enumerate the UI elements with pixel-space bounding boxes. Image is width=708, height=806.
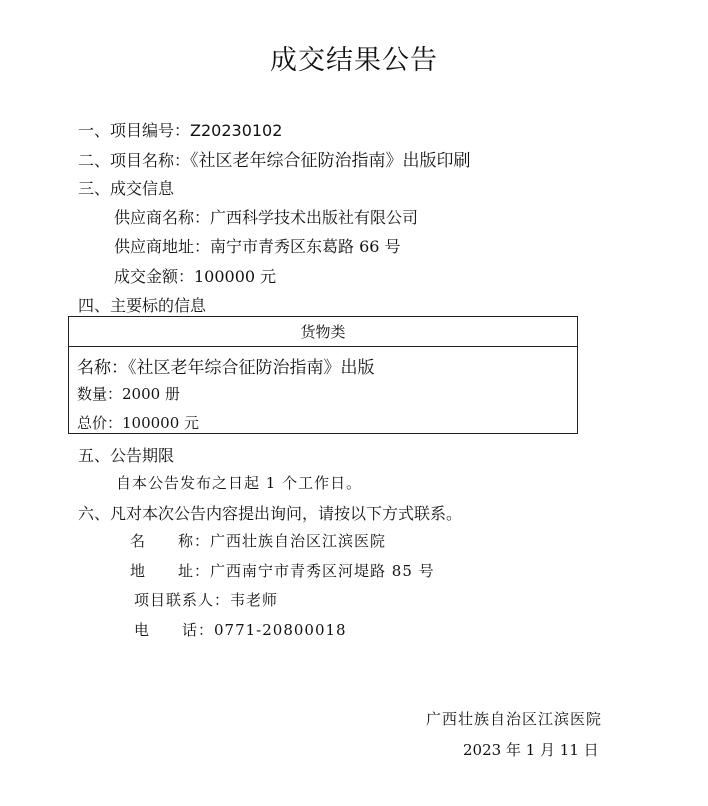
contact-name: 名 称：广西壮族自治区江滨医院	[130, 532, 387, 550]
section-deal-info: 三、成交信息	[78, 179, 175, 198]
table-row-total: 总价：100000 元	[77, 414, 200, 432]
section-label: 二、项目名称：	[78, 151, 191, 170]
contact-address: 地 址：广西南宁市青秀区河堤路 85 号	[130, 562, 435, 580]
table-header: 货物类	[69, 317, 577, 347]
subject-table	[68, 316, 578, 434]
table-row-quantity: 数量：2000 册	[77, 385, 180, 403]
project-number-value: Z20230102	[190, 121, 283, 140]
supplier-address: 供应商地址：南宁市青秀区东葛路 66 号	[114, 237, 401, 256]
page-title: 成交结果公告	[270, 45, 438, 76]
contact-phone: 电 话：0771-20800018	[134, 621, 347, 639]
contact-person: 项目联系人：韦老师	[134, 591, 279, 609]
section-notice-period: 五、公告期限	[78, 446, 175, 465]
signature-date: 2023 年 1 月 11 日	[463, 741, 599, 759]
signature-org: 广西壮族自治区江滨医院	[426, 710, 603, 728]
project-name-value: 《社区老年综合征防治指南》出版印刷	[190, 151, 471, 171]
section-label: 一、项目编号：	[78, 121, 191, 140]
section-contact: 六、凡对本次公告内容提出询问，请按以下方式联系。	[78, 504, 463, 523]
section-project-number	[78, 118, 282, 141]
section-main-subject: 四、主要标的信息	[78, 296, 207, 315]
deal-amount: 成交金额：100000 元	[114, 267, 277, 286]
section-project-name	[78, 146, 471, 171]
table-row-name: 名称：《社区老年综合征防治指南》出版	[77, 358, 375, 378]
supplier-name: 供应商名称：广西科学技术出版社有限公司	[114, 208, 419, 227]
notice-period-text: 自本公告发布之日起 1 个工作日。	[116, 474, 363, 492]
